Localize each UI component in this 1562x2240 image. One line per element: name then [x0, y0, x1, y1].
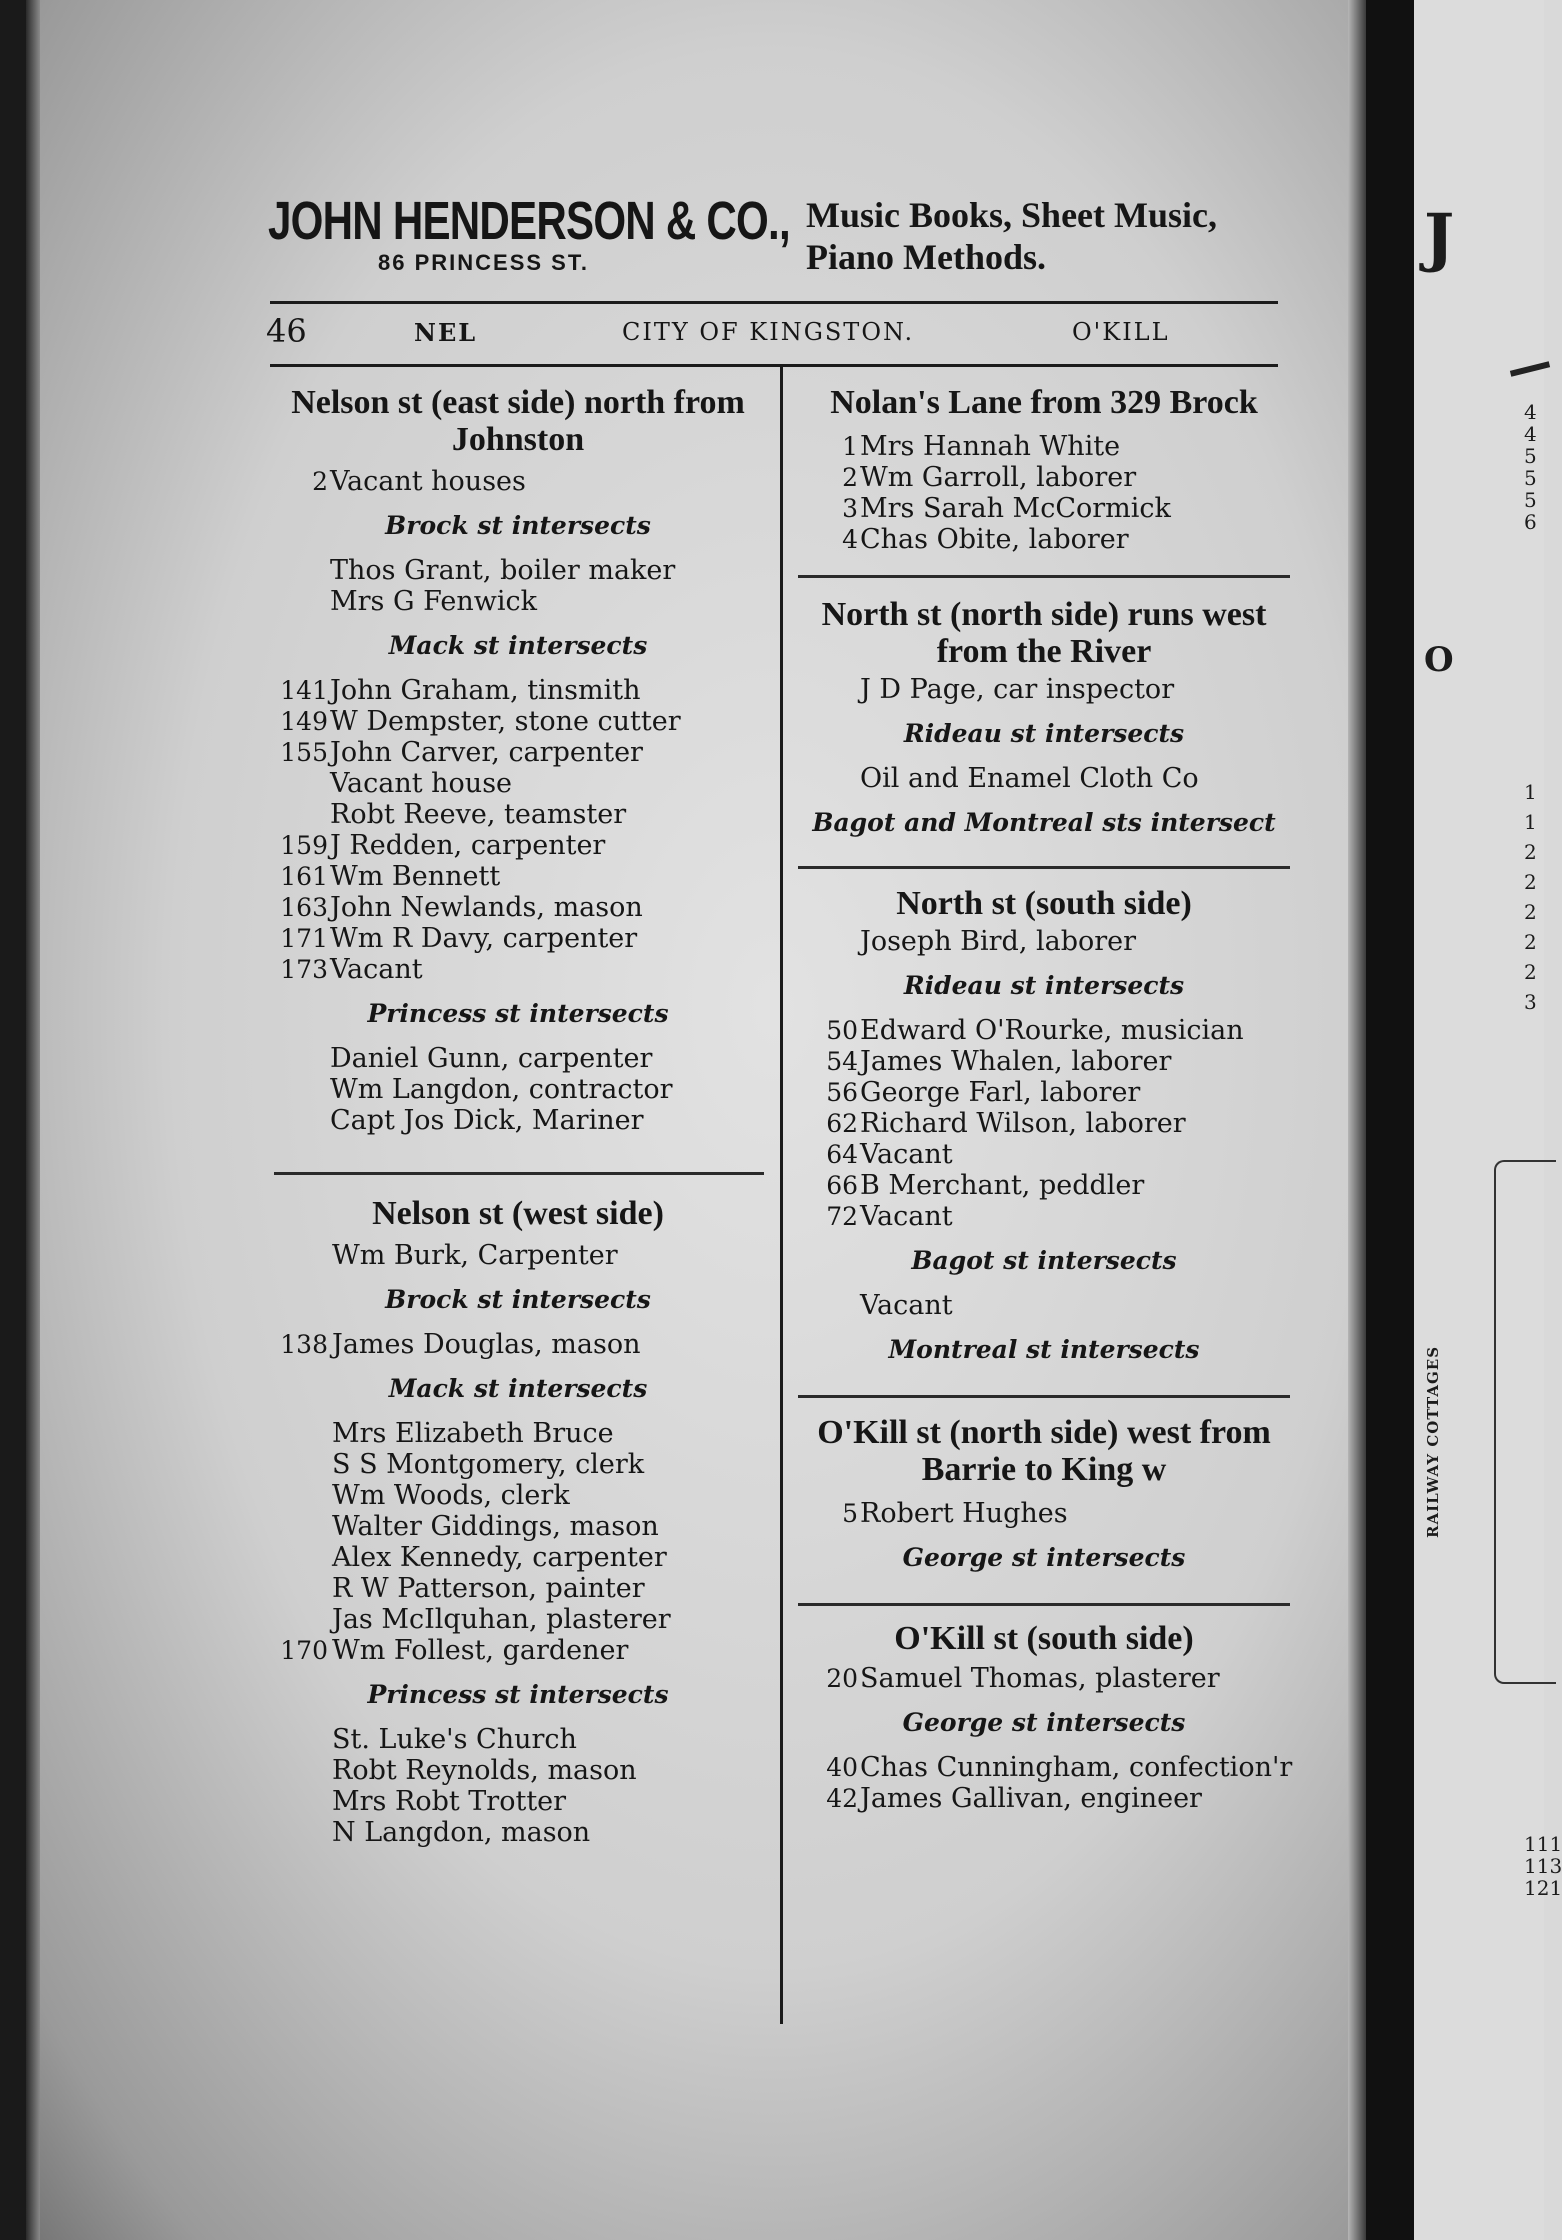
adjacent-house-number: 121 — [1524, 1876, 1562, 1900]
section-title: Nelson st (east side) north from Johnston — [291, 384, 745, 458]
directory-entry — [798, 1201, 1290, 1232]
advert-line-1: Music Books, Sheet Music, — [806, 195, 1218, 235]
adjacent-bracket — [1494, 1160, 1556, 1684]
directory-entry — [798, 1752, 1293, 1783]
resident-name: John Graham, tinsmith — [330, 675, 641, 706]
section-title: North st (south side) — [896, 885, 1192, 922]
directory-entry — [268, 586, 768, 617]
intersection-note: Princess st intersects — [367, 999, 669, 1028]
resident-name: James Gallivan, engineer — [860, 1783, 1202, 1814]
adjacent-house-number: 5 — [1524, 466, 1537, 490]
resident-name: Richard Wilson, laborer — [860, 1108, 1186, 1139]
house-number: 149 — [280, 707, 328, 736]
house-number: 155 — [280, 738, 328, 767]
directory-entry — [268, 1786, 768, 1817]
resident-name: S S Montgomery, clerk — [332, 1449, 645, 1480]
directory-entry — [268, 1635, 768, 1666]
directory-entry — [268, 1511, 768, 1542]
section-okill-south — [798, 1620, 1293, 1814]
directory-entry — [268, 1105, 768, 1136]
house-number: 171 — [280, 924, 328, 953]
right-column — [798, 384, 1293, 1814]
resident-name: Mrs Robt Trotter — [332, 1786, 567, 1817]
column-divider — [780, 367, 783, 2024]
left-column — [268, 384, 768, 1848]
section-north-south — [798, 885, 1290, 1379]
intersection-note: Bagot and Montreal sts intersect — [812, 808, 1276, 837]
directory-entry — [268, 1418, 768, 1449]
adjacent-pencil-mark — [1510, 361, 1550, 376]
directory-entry — [268, 466, 768, 497]
resident-name: Thos Grant, boiler maker — [330, 555, 676, 586]
running-head-center: CITY OF KINGSTON. — [622, 318, 915, 346]
resident-name: Alex Kennedy, carpenter — [332, 1542, 667, 1573]
intersection-note: Montreal st intersects — [888, 1335, 1200, 1364]
directory-entry — [268, 1542, 768, 1573]
house-number: 20 — [826, 1664, 858, 1693]
section-nelson-east — [268, 384, 768, 1136]
section-title: Nelson st (west side) — [372, 1195, 664, 1232]
directory-entry — [798, 462, 1290, 493]
directory-entry — [798, 1290, 1290, 1321]
section-title: Nolan's Lane from 329 Brock — [830, 384, 1258, 421]
resident-name: Vacant house — [330, 768, 513, 799]
adjacent-house-number: 1 — [1524, 780, 1537, 804]
adjacent-house-number: 113 — [1524, 1854, 1562, 1878]
resident-name: John Newlands, mason — [330, 892, 643, 923]
adjacent-house-number: 1 — [1524, 810, 1537, 834]
house-number: 54 — [826, 1047, 858, 1076]
directory-entry — [268, 892, 768, 923]
directory-entry — [268, 830, 768, 861]
book-gutter — [1366, 0, 1414, 2240]
resident-name: Wm Follest, gardener — [332, 1635, 629, 1666]
resident-name: Mrs Sarah McCormick — [860, 493, 1171, 524]
directory-entry — [268, 1074, 768, 1105]
resident-name: Robt Reeve, teamster — [330, 799, 627, 830]
house-number: 3 — [842, 494, 858, 523]
house-number: 5 — [842, 1499, 858, 1528]
resident-name: Wm Garroll, laborer — [860, 462, 1137, 493]
resident-name: Joseph Bird, laborer — [860, 926, 1137, 957]
directory-entry — [798, 1077, 1290, 1108]
house-number: 141 — [280, 676, 328, 705]
resident-name: Vacant — [860, 1290, 953, 1321]
resident-name: Capt Jos Dick, Mariner — [330, 1105, 644, 1136]
resident-name: Chas Obite, laborer — [860, 524, 1129, 555]
page-number: 46 — [266, 312, 307, 350]
resident-name: J Redden, carpenter — [330, 830, 606, 861]
directory-entry — [268, 799, 768, 830]
resident-name: Wm Woods, clerk — [332, 1480, 570, 1511]
directory-entry — [268, 1043, 768, 1074]
adjacent-house-number: 5 — [1524, 444, 1537, 468]
adjacent-house-number: 2 — [1524, 930, 1537, 954]
resident-name: James Douglas, mason — [332, 1329, 641, 1360]
house-number: 2 — [842, 463, 858, 492]
directory-entry — [798, 1663, 1290, 1694]
running-head-right: O'KILL — [1072, 318, 1170, 346]
resident-name: Mrs G Fenwick — [330, 586, 537, 617]
directory-entry — [268, 1480, 768, 1511]
house-number: 161 — [280, 862, 328, 891]
intersection-note: George st intersects — [902, 1543, 1186, 1572]
adjacent-house-number: 6 — [1524, 510, 1537, 534]
intersection-note: Brock st intersects — [385, 1285, 651, 1314]
intersection-note: Mack st intersects — [388, 631, 648, 660]
resident-name: R W Patterson, painter — [332, 1573, 645, 1604]
resident-name: Vacant houses — [330, 466, 526, 497]
resident-name: John Carver, carpenter — [330, 737, 643, 768]
house-number: 42 — [826, 1784, 858, 1813]
resident-name: Mrs Elizabeth Bruce — [332, 1418, 614, 1449]
house-number: 1 — [842, 432, 858, 461]
directory-entry — [268, 1755, 768, 1786]
directory-entry — [798, 1170, 1290, 1201]
directory-entry — [268, 1817, 768, 1848]
resident-name: Walter Giddings, mason — [332, 1511, 659, 1542]
resident-name: Mrs Hannah White — [860, 431, 1121, 462]
directory-entry — [798, 926, 1290, 957]
adjacent-house-number: 2 — [1524, 960, 1537, 984]
directory-entry — [268, 954, 768, 985]
house-number: 66 — [826, 1171, 858, 1200]
adjacent-vertical-label: RAILWAY COTTAGES — [1424, 1345, 1442, 1538]
resident-name: W Dempster, stone cutter — [330, 706, 681, 737]
section-nelson-west — [268, 1195, 768, 1848]
resident-name: Daniel Gunn, carpenter — [330, 1043, 653, 1074]
adjacent-page — [1414, 0, 1562, 2240]
directory-entry — [798, 1783, 1290, 1814]
directory-entry — [798, 1046, 1290, 1077]
resident-name: Samuel Thomas, plasterer — [860, 1663, 1220, 1694]
resident-name: St. Luke's Church — [332, 1724, 577, 1755]
left-binding-edge — [26, 0, 40, 2240]
resident-name: George Farl, laborer — [860, 1077, 1141, 1108]
intersection-note: George st intersects — [902, 1708, 1186, 1737]
house-number: 56 — [826, 1078, 858, 1107]
house-number: 4 — [842, 525, 858, 554]
directory-entry — [798, 763, 1290, 794]
house-number: 173 — [280, 955, 328, 984]
resident-name: Vacant — [860, 1201, 953, 1232]
directory-entry — [798, 1139, 1290, 1170]
directory-entry — [268, 923, 768, 954]
directory-entry — [268, 1573, 768, 1604]
directory-entry — [798, 674, 1290, 705]
directory-entry — [268, 675, 768, 706]
left-binding-shadow — [0, 0, 26, 2240]
resident-name: B Merchant, peddler — [860, 1170, 1145, 1201]
intersection-note: Rideau st intersects — [903, 971, 1185, 1000]
directory-entry — [798, 1015, 1290, 1046]
directory-entry — [798, 431, 1290, 462]
directory-entry — [268, 1449, 768, 1480]
house-number: 138 — [280, 1330, 328, 1359]
intersection-note: Princess st intersects — [367, 1680, 669, 1709]
adjacent-fragment: O — [1424, 640, 1454, 680]
header-rule-top — [270, 301, 1278, 304]
directory-entry — [798, 493, 1290, 524]
directory-entry — [268, 1240, 768, 1271]
directory-entry — [268, 861, 768, 892]
resident-name: Oil and Enamel Cloth Co — [860, 763, 1199, 794]
adjacent-letter: J — [1424, 200, 1455, 275]
resident-name: Jas McIlquhan, plasterer — [332, 1604, 671, 1635]
adjacent-house-number: 3 — [1524, 990, 1537, 1014]
directory-entry — [268, 1724, 768, 1755]
adjacent-house-number: 4 — [1524, 422, 1537, 446]
directory-entry — [268, 555, 768, 586]
adjacent-house-number: 5 — [1524, 488, 1537, 512]
resident-name: Robt Reynolds, mason — [332, 1755, 637, 1786]
house-number: 2 — [312, 467, 328, 496]
firm-name: JOHN HENDERSON & CO., — [268, 191, 790, 251]
resident-name: Wm Bennett — [330, 861, 501, 892]
resident-name: Robert Hughes — [860, 1498, 1068, 1529]
resident-name: Vacant — [860, 1139, 953, 1170]
directory-entry — [798, 524, 1290, 555]
intersection-note: Bagot st intersects — [911, 1246, 1177, 1275]
resident-name: Wm Burk, Carpenter — [332, 1240, 618, 1271]
adjacent-house-number: 4 — [1524, 400, 1537, 424]
directory-entry — [268, 768, 768, 799]
running-head-left: NEL — [414, 318, 478, 347]
house-number: 72 — [826, 1202, 858, 1231]
adjacent-house-number: 2 — [1524, 840, 1537, 864]
directory-entry — [268, 706, 768, 737]
intersection-note: Mack st intersects — [388, 1374, 648, 1403]
resident-name: J D Page, car inspector — [860, 674, 1175, 705]
section-title: O'Kill st (south side) — [894, 1620, 1194, 1657]
house-number: 50 — [826, 1016, 858, 1045]
header-rule-bottom — [270, 364, 1278, 367]
house-number: 64 — [826, 1140, 858, 1169]
section-title: North st (north side) runs west from the River — [821, 596, 1267, 670]
directory-entry — [798, 1498, 1290, 1529]
directory-entry — [798, 1108, 1290, 1139]
intersection-note: Brock st intersects — [385, 511, 651, 540]
adjacent-house-number: 2 — [1524, 900, 1537, 924]
house-number: 159 — [280, 831, 328, 860]
directory-entry — [268, 737, 768, 768]
resident-name: Wm Langdon, contractor — [330, 1074, 673, 1105]
directory-entry — [268, 1329, 768, 1360]
house-number: 40 — [826, 1753, 858, 1782]
house-number: 163 — [280, 893, 328, 922]
resident-name: Chas Cunningham, confection'r — [860, 1752, 1293, 1783]
intersection-note: Rideau st intersects — [903, 719, 1185, 748]
directory-entry — [268, 1604, 768, 1635]
advert-line-2: Piano Methods. — [806, 237, 1047, 277]
section-title: O'Kill st (north side) west from Barrie to King w — [817, 1414, 1271, 1488]
section-nolans-lane — [798, 384, 1290, 555]
resident-name: James Whalen, laborer — [860, 1046, 1172, 1077]
gutter-edge — [1348, 0, 1366, 2240]
resident-name: Wm R Davy, carpenter — [330, 923, 638, 954]
firm-address: 86 PRINCESS ST. — [378, 250, 589, 275]
adjacent-house-number: 111 — [1524, 1832, 1562, 1856]
resident-name: N Langdon, mason — [332, 1817, 591, 1848]
resident-name: Edward O'Rourke, musician — [860, 1015, 1244, 1046]
section-north-north — [798, 596, 1290, 852]
adjacent-house-number: 2 — [1524, 870, 1537, 894]
house-number: 170 — [280, 1636, 328, 1665]
house-number: 62 — [826, 1109, 858, 1138]
section-okill-north — [798, 1414, 1290, 1587]
resident-name: Vacant — [330, 954, 423, 985]
